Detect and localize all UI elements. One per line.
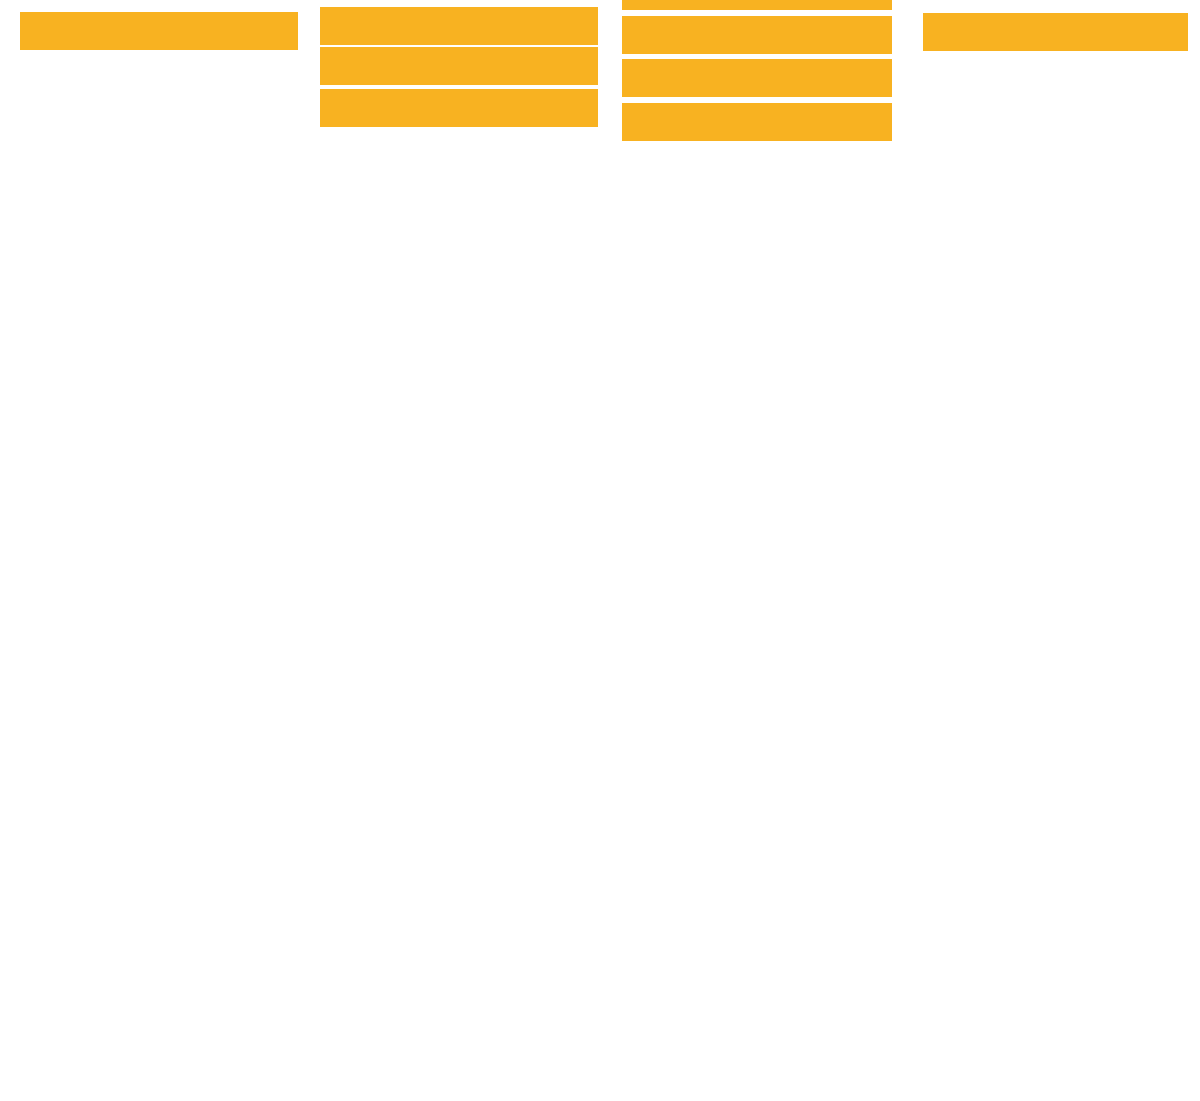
channel-header-vas-kanal <box>622 59 892 97</box>
column-veseljak-vas-kanal-hrt1 <box>630 0 908 141</box>
channel-header-pop-tv <box>320 7 598 45</box>
column-hrt2 <box>935 7 1200 52</box>
channel-header-top-fragment <box>622 0 892 10</box>
channel-header-planet-tv <box>320 89 598 127</box>
column-pop-tv-kanal-a <box>328 3 606 127</box>
channel-header-kanal-a <box>320 47 598 85</box>
channel-header-hrt-2 <box>923 13 1188 51</box>
column-tv-slovenija-1 <box>20 3 310 53</box>
channel-header-hrt-1 <box>622 103 892 141</box>
channel-header-veseljak-tv <box>622 16 892 54</box>
channel-header-tv-slovenija-2 <box>20 12 298 50</box>
